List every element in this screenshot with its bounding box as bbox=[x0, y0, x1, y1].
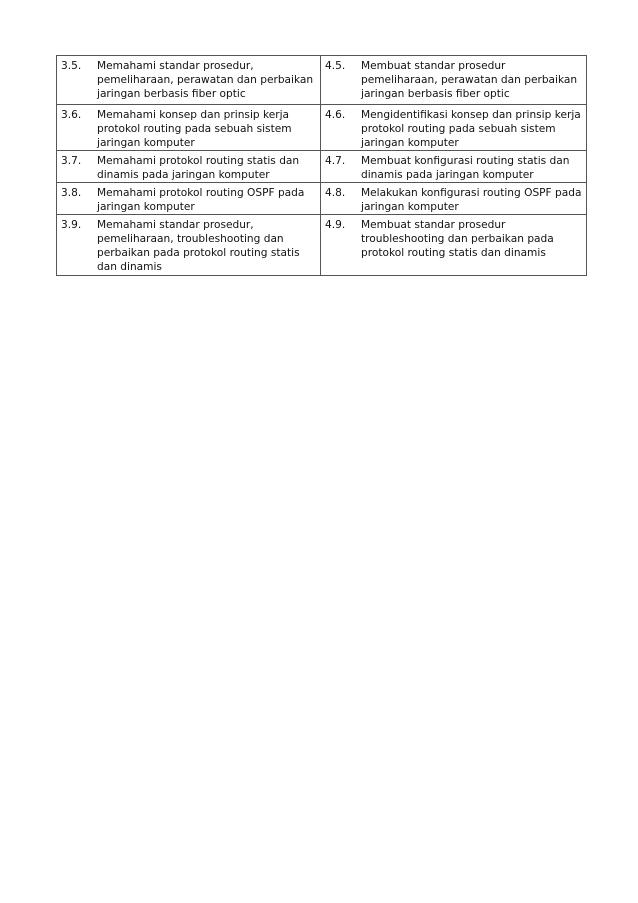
table-row bbox=[57, 56, 587, 105]
basic-competency-cell bbox=[57, 56, 321, 105]
competency-text: Memahami standar prosedur, pemeliharaan, troubleshooting dan perbaikan pada protokol routing statis dan dinamis bbox=[97, 219, 300, 273]
competency-number: 4.7. bbox=[325, 155, 346, 167]
competency-text: Membuat standar prosedur troubleshooting dan perbaikan pada protokol routing statis dan dinamis bbox=[361, 219, 554, 259]
basic-competency-cell bbox=[57, 183, 321, 215]
competency-number: 3.8. bbox=[61, 187, 82, 199]
skill-competency-cell bbox=[321, 183, 587, 215]
skill-competency-cell bbox=[321, 151, 587, 183]
competency-table bbox=[56, 55, 587, 276]
competency-text: Mengidentifikasi konsep dan prinsip kerja protokol routing pada sebuah sistem jaringan komputer bbox=[361, 109, 581, 149]
table-row bbox=[57, 105, 587, 151]
competency-number: 4.6. bbox=[325, 109, 346, 121]
competency-text: Memahami protokol routing statis dan dinamis pada jaringan komputer bbox=[97, 155, 300, 181]
competency-number: 3.7. bbox=[61, 155, 82, 167]
basic-competency-cell bbox=[57, 215, 321, 276]
competency-number: 3.5. bbox=[61, 60, 82, 72]
competency-text: Memahami protokol routing OSPF pada jaringan komputer bbox=[97, 187, 305, 213]
basic-competency-cell bbox=[57, 105, 321, 151]
skill-competency-cell bbox=[321, 215, 587, 276]
skill-competency-cell bbox=[321, 56, 587, 105]
competency-text: Memahami standar prosedur, pemeliharaan, perawatan dan perbaikan jaringan berbasis fiber optic bbox=[97, 60, 314, 100]
competency-text: Membuat standar prosedur pemeliharaan, perawatan dan perbaikan jaringan berbasis fiber optic bbox=[361, 60, 578, 100]
skill-competency-cell bbox=[321, 105, 587, 151]
competency-number: 4.5. bbox=[325, 60, 346, 72]
competency-text: Membuat konfigurasi routing statis dan dinamis pada jaringan komputer bbox=[361, 155, 570, 181]
basic-competency-cell bbox=[57, 151, 321, 183]
competency-number: 3.9. bbox=[61, 219, 82, 231]
competency-text: Melakukan konfigurasi routing OSPF pada jaringan komputer bbox=[361, 187, 582, 213]
table-row bbox=[57, 151, 587, 183]
table-row bbox=[57, 183, 587, 215]
competency-number: 4.8. bbox=[325, 187, 346, 199]
competency-number: 4.9. bbox=[325, 219, 346, 231]
competency-number: 3.6. bbox=[61, 109, 82, 121]
table-row bbox=[57, 215, 587, 276]
competency-text: Memahami konsep dan prinsip kerja protokol routing pada sebuah sistem jaringan komputer bbox=[97, 109, 292, 149]
